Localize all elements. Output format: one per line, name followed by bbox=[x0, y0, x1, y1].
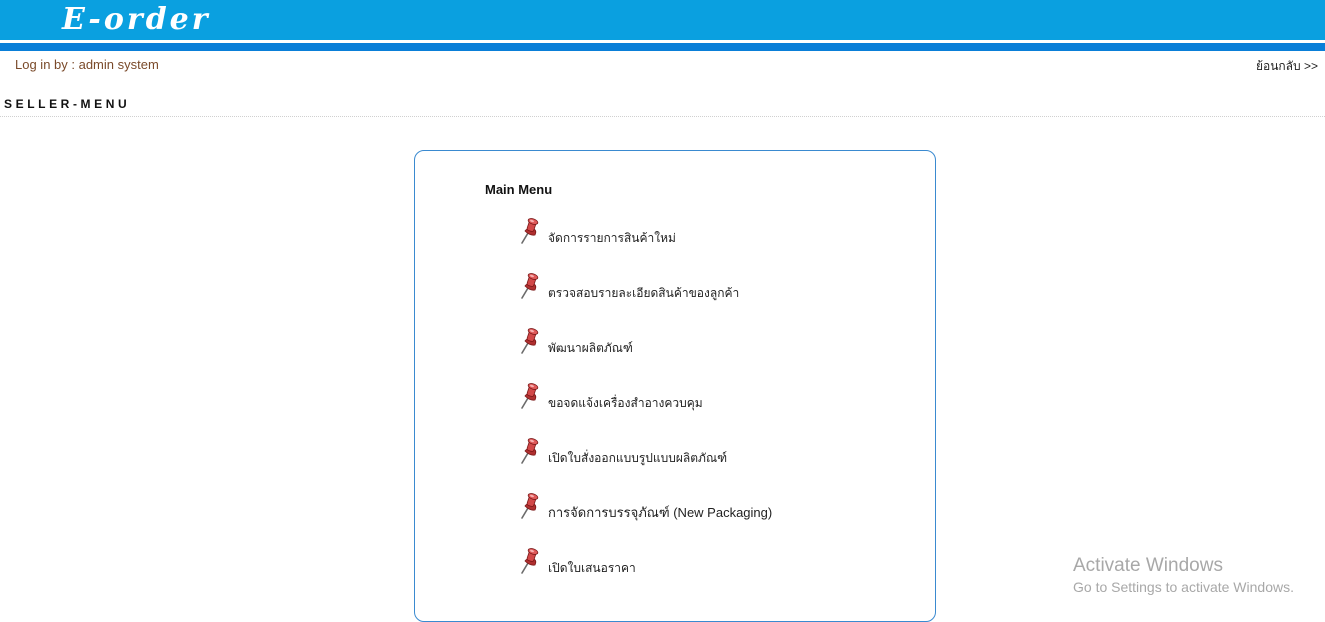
menu-item-label[interactable]: ตรวจสอบรายละเอียดสินค้าของลูกค้า bbox=[548, 286, 740, 300]
main-menu-heading: Main Menu bbox=[485, 182, 553, 197]
pushpin-icon bbox=[519, 493, 539, 519]
menu-item-label[interactable]: เปิดใบเสนอราคา bbox=[548, 561, 636, 575]
pushpin-icon bbox=[519, 548, 539, 574]
watermark-subtitle: Go to Settings to activate Windows. bbox=[1073, 579, 1294, 595]
menu-item-label[interactable]: จัดการรายการสินค้าใหม่ bbox=[548, 231, 676, 245]
main-menu-list bbox=[519, 218, 899, 603]
section-divider bbox=[0, 116, 1325, 117]
menu-item-product-development[interactable] bbox=[519, 328, 899, 383]
menu-item-cosmetics-notification[interactable] bbox=[519, 383, 899, 438]
pushpin-icon bbox=[519, 273, 539, 299]
logo: E-order bbox=[62, 2, 211, 37]
pushpin-icon bbox=[519, 328, 539, 354]
menu-item-check-customer-products[interactable] bbox=[519, 273, 899, 328]
menu-item-label[interactable]: พัฒนาผลิตภัณฑ์ bbox=[548, 341, 633, 355]
back-link[interactable]: ย้อนกลับ >> bbox=[1255, 59, 1318, 73]
menu-item-label[interactable]: เปิดใบสั่งออกแบบรูปแบบผลิตภัณฑ์ bbox=[548, 451, 728, 465]
login-info: Log in by : admin system bbox=[15, 57, 159, 72]
pushpin-icon bbox=[519, 218, 539, 244]
menu-item-quotation[interactable] bbox=[519, 548, 899, 603]
pushpin-icon bbox=[519, 438, 539, 464]
main-menu-panel bbox=[414, 150, 936, 622]
menu-item-label[interactable]: ขอจดแจ้งเครื่องสำอางควบคุม bbox=[548, 396, 703, 410]
menu-item-new-packaging[interactable] bbox=[519, 493, 899, 548]
menu-item-design-order[interactable] bbox=[519, 438, 899, 493]
menu-item-manage-new-products[interactable] bbox=[519, 218, 899, 273]
section-title: SELLER-MENU bbox=[4, 97, 131, 111]
header-stripe bbox=[0, 43, 1325, 51]
pushpin-icon bbox=[519, 383, 539, 409]
activate-windows-watermark bbox=[1073, 556, 1294, 594]
watermark-title: Activate Windows bbox=[1073, 555, 1223, 576]
menu-item-label[interactable]: การจัดการบรรจุภัณฑ์ (New Packaging) bbox=[548, 505, 773, 520]
